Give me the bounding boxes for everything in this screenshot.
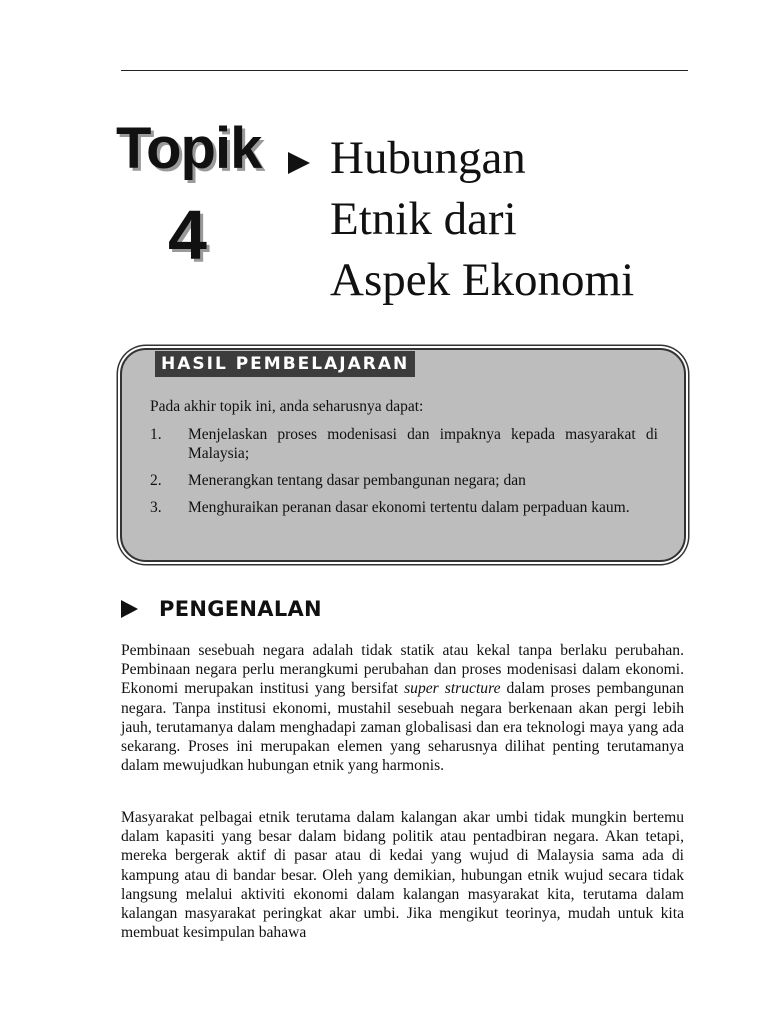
learning-outcome-text: Menjelaskan proses modenisasi dan impaknya kepada masyarakat di Malaysia;	[188, 426, 658, 462]
topic-word: Topik	[116, 116, 262, 181]
learning-outcome-item	[150, 471, 658, 490]
topic-title	[330, 128, 730, 311]
learning-outcomes-intro: Pada akhir topik ini, anda seharusnya dapat:	[150, 398, 424, 415]
topic-title-line-1: Hubungan	[330, 132, 526, 184]
section-title: PENGENALAN	[159, 597, 322, 621]
learning-outcome-number: 2.	[150, 472, 162, 489]
topic-title-line-2: Etnik dari	[330, 193, 517, 245]
learning-outcome-number: 3.	[150, 499, 162, 516]
topic-badge	[116, 116, 316, 274]
topic-number: 4	[168, 196, 207, 274]
learning-outcomes-list	[150, 425, 658, 525]
body-paragraph-1	[121, 641, 684, 775]
learning-outcome-item	[150, 425, 658, 463]
section-arrow-icon	[121, 600, 138, 618]
paragraph-1-text-a: Pembinaan sesebuah negara adalah tidak statik atau kekal tanpa berlaku perubahan. Pembinaan negara perlu merangkumi perubahan dan proses modenisasi dalam ekonomi. Ekonomi merupakan institusi yang bersifat	[121, 642, 684, 698]
section-heading	[121, 596, 322, 622]
topic-title-line-3: Aspek Ekonomi	[330, 254, 635, 306]
learning-outcomes-label: HASIL PEMBELAJARAN	[155, 351, 415, 377]
learning-outcome-item	[150, 498, 658, 517]
paragraph-1-italic-term: super structure	[404, 680, 501, 698]
title-arrow-icon	[288, 152, 310, 174]
top-rule	[121, 70, 688, 71]
learning-outcome-text: Menghuraikan peranan dasar ekonomi tertentu dalam perpaduan kaum.	[188, 499, 630, 516]
learning-outcome-number: 1.	[150, 426, 162, 443]
learning-outcome-text: Menerangkan tentang dasar pembangunan negara; dan	[188, 472, 526, 489]
body-paragraph-2: Masyarakat pelbagai etnik terutama dalam kalangan akar umbi tidak mungkin bertemu dalam kapasiti yang besar dalam bidang politik atau pentadbiran negara. Akan tetapi, mereka bergerak aktif di pasar atau di kedai yang wujud di Malaysia sama ada di kampung atau di bandar besar. Oleh yang demikian, hubungan etnik wujud secara tidak langsung melalui aktiviti ekonomi dalam kalangan masyarakat kita, terutama dalam kalangan masyarakat peringkat akar umbi. Jika mengikut teorinya, mudah untuk kita membuat kesimpulan bahawa	[121, 809, 684, 942]
paragraph-1-text-b: dalam proses pembangunan negara. Tanpa institusi ekonomi, mustahil sesebuah negara berkenaan akan pergi lebih jauh, terutamanya dalam menghadapi zaman globalisasi dan era teknologi maya yang ada sekarang. Proses ini merupakan elemen yang seharusnya dilihat penting terutamanya dalam mewujudkan hubungan etnik yang harmonis.	[121, 680, 685, 775]
